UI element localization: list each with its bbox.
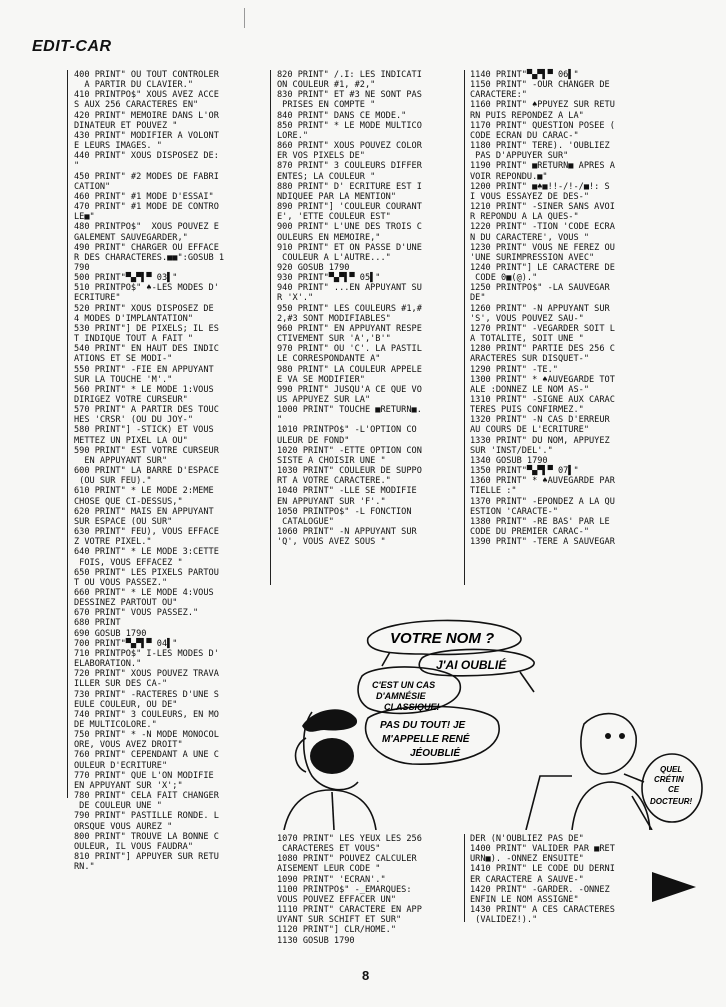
code-line: 'S', VOUS POUVEZ SAU-" <box>470 313 584 324</box>
code-line: 1010 PRINTPO$" -L'OPTION CO <box>277 425 417 436</box>
code-line: " <box>74 161 80 172</box>
code-line: RN." <box>74 862 95 873</box>
code-line: 950 PRINT" LES COULEURS #1,# <box>277 303 422 314</box>
bubble-quel-cretin-2: CRÉTIN <box>654 775 684 784</box>
code-line: 840 PRINT" DANS CE MODE." <box>277 110 407 121</box>
code-line: ECRITURE" <box>74 293 121 304</box>
code-line: 740 PRINT" 3 COULEURS, EN MO <box>74 709 219 720</box>
code-line: 1190 PRINT" ■RETURN■ APRES A <box>470 161 615 172</box>
code-line: 'Q', VOUS AVEZ SOUS " <box>277 537 386 548</box>
code-line: CTIVEMENT SUR 'A','B'" <box>277 334 391 345</box>
code-line: ON COULEUR #1, #2," <box>277 80 376 91</box>
code-line: CODE 0■(@)." <box>470 273 538 284</box>
code-line: COULEUR A L'AUTRE..." <box>277 252 391 263</box>
code-line: FOIS, VOUS EFFACEZ " <box>74 557 183 568</box>
code-line: 410 PRINTPO$" XOUS AVEZ ACCE <box>74 90 219 101</box>
code-line: 880 PRINT" D' ECRITURE EST I <box>277 181 422 192</box>
code-line: ORE, VOUS AVEZ DROIT" <box>74 740 183 751</box>
code-line: 620 PRINT" MAIS EN APPUYANT <box>74 506 214 517</box>
code-line: 1400 PRINT" VALIDER PAR ■RET <box>470 844 615 855</box>
code-line: 920 GOSUB 1790 <box>277 262 350 273</box>
cartoon-illustration <box>272 606 712 830</box>
code-line: 860 PRINT" XOUS POUVEZ COLOR <box>277 141 422 152</box>
code-line: 1340 GOSUB 1790 <box>470 455 548 466</box>
code-line: 500 PRINT"▀▄▀▌▀ 03▌" <box>74 273 178 284</box>
code-line: DE COULEUR UNE " <box>74 801 162 812</box>
next-page-arrow-icon <box>652 872 696 902</box>
code-line: 720 PRINT" XOUS POUVEZ TRAVA <box>74 669 219 680</box>
code-line: 470 PRINT" #1 MODE DE CONTRO <box>74 202 219 213</box>
code-line: R DES CHARACTERES.■■":GOSUB 1 <box>74 252 225 263</box>
code-line: 1380 PRINT" -RE BAS' PAR LE <box>470 516 610 527</box>
code-line: Z VOTRE PIXEL." <box>74 537 152 548</box>
code-line: 1300 PRINT" * ♠AUVEGARDE TOT <box>470 374 615 385</box>
code-line: 1090 PRINT" 'ECRAN'." <box>277 874 386 885</box>
code-line: S AUX 256 CARACTERES EN" <box>74 100 199 111</box>
code-line: 590 PRINT" EST VOTRE CURSEUR <box>74 445 219 456</box>
code-line: (VALIDEZ!)." <box>470 915 538 926</box>
code-line: ESTION 'CARACTE-" <box>470 506 558 517</box>
code-line: 450 PRINT" #2 MODES DE FABRI <box>74 171 219 182</box>
code-line: 1160 PRINT" ♠PPUYEZ SUR RETU <box>470 100 615 111</box>
code-line: CODE ECRAN DU CARAC-" <box>470 130 579 141</box>
code-line: 710 PRINTPO$" I-LES MODES D' <box>74 648 219 659</box>
code-line: 4 MODES D'IMPLANTATION" <box>74 313 193 324</box>
code-line: 1060 PRINT" -N APPUYANT SUR <box>277 527 417 538</box>
listing-column-5 <box>470 834 615 925</box>
code-line: 770 PRINT" QUE L'ON MODIFIE <box>74 770 214 781</box>
code-line: DINATEUR ET POUVEZ " <box>74 120 178 131</box>
code-line: 1120 PRINT"] CLR/HOME." <box>277 925 396 936</box>
code-line: 1320 PRINT" -N CAS D'ERREUR <box>470 415 610 426</box>
code-line: I VOUS ESSAYEZ DE DES-" <box>470 191 589 202</box>
code-line: 970 PRINT" OU 'C'. LA PASTIL <box>277 344 422 355</box>
code-line: 640 PRINT" * LE MODE 3:CETTE <box>74 547 219 558</box>
code-line: 1370 PRINT" -EPONDEZ A LA QU <box>470 496 615 507</box>
code-line: 730 PRINT" -RACTERES D'UNE S <box>74 689 219 700</box>
code-line: URN■). -ONNEZ ENSUITE" <box>470 854 584 865</box>
code-line: A TOTALITE, SOIT UNE " <box>470 334 584 345</box>
code-line: 800 PRINT" TROUVE LA BONNE C <box>74 831 219 842</box>
code-line: 630 PRINT" FEU), VOUS EFFACE <box>74 527 219 538</box>
bubble-jai-oublie: J'AI OUBLIÉ <box>436 658 507 672</box>
code-line: 1390 PRINT" -TERE A SAUVEGAR <box>470 537 615 548</box>
bubble-cas-amnesie-2: D'AMNÉSIE <box>376 691 426 701</box>
code-line: 2,#3 SONT MODIFIABLES" <box>277 313 391 324</box>
code-line: EN APPUYANT SUR 'X';" <box>74 780 183 791</box>
code-line: PAS D'APPUYER SUR" <box>470 151 569 162</box>
column-divider-lower <box>464 834 465 922</box>
code-line: LE CORRESPONDANTE A" <box>277 354 381 365</box>
code-line: ER VOS PIXELS DE" <box>277 151 365 162</box>
code-line: OULEURS EN MEMOIRE," <box>277 232 381 243</box>
column-divider-left <box>67 70 68 798</box>
bubble-votre-nom: VOTRE NOM ? <box>390 630 495 647</box>
code-line: 1040 PRINT" -LLE SE MODIFIE <box>277 486 417 497</box>
code-line: EN APPUYANT SUR 'F'." <box>277 496 386 507</box>
listing-column-3 <box>470 70 615 547</box>
code-line: 890 PRINT"] 'COULEUR COURANT <box>277 202 422 213</box>
code-line: ENTES; LA COULEUR " <box>277 171 376 182</box>
code-line: ELABORATION." <box>74 659 142 670</box>
code-line: NDIQUEE PAR LA MENTION" <box>277 191 396 202</box>
header-title: EDIT-CAR <box>32 38 112 55</box>
code-line: 510 PRINTPO$" ♠-LES MODES D' <box>74 283 219 294</box>
code-line: EN APPUYANT SUR" <box>74 455 168 466</box>
code-line: 1000 PRINT" TOUCHE ■RETURN■. <box>277 405 422 416</box>
code-line: PRISES EN COMPTE " <box>277 100 376 111</box>
bubble-quel-cretin-4: DOCTEUR! <box>650 797 693 806</box>
code-line: 560 PRINT" * LE MODE 1:VOUS <box>74 384 214 395</box>
code-line: OULEUR, IL VOUS FAUDRA" <box>74 841 193 852</box>
code-line: 1330 PRINT" DU NOM, APPUYEZ <box>470 435 610 446</box>
code-line: N DU CARACTERE', VOUS " <box>470 232 589 243</box>
code-line: 670 PRINT" VOUS PASSEZ." <box>74 608 199 619</box>
code-line: OULEUR D'ECRITURE" <box>74 760 168 771</box>
code-line: CATION" <box>74 181 111 192</box>
code-line: 'UNE SURIMPRESSION AVEC" <box>470 252 595 263</box>
code-line: 650 PRINT" LES PIXELS PARTOU <box>74 567 219 578</box>
code-line: 1110 PRINT" CARACTERE EN APP <box>277 905 422 916</box>
code-line: EULE COULEUR, OU DE" <box>74 699 178 710</box>
code-line: 1100 PRINTPO$" -_EMARQUES: <box>277 884 412 895</box>
code-line: 910 PRINT" ET ON PASSE D'UNE <box>277 242 422 253</box>
code-line: ULEUR DE FOND" <box>277 435 350 446</box>
code-line: 690 GOSUB 1790 <box>74 628 147 639</box>
code-line: DE MULTICOLORE." <box>74 720 157 730</box>
code-line: SUR LA TOUCHE 'M'." <box>74 374 173 385</box>
page-header <box>32 38 112 56</box>
code-line: VOIR REPONDU.■" <box>470 171 548 182</box>
code-line: 460 PRINT" #1 MODE D'ESSAI" <box>74 191 214 202</box>
bubble-cas-amnesie-3: CLASSIQUE! <box>384 702 440 712</box>
code-line: T OU VOUS PASSEZ." <box>74 577 168 588</box>
code-line: 700 PRINT"▀▄▀▌▀ 04▌" <box>74 638 178 649</box>
code-line: 1430 PRINT" A CES CARACTERES <box>470 905 615 916</box>
code-line: 610 PRINT" * LE MODE 2:MEME <box>74 486 214 497</box>
code-line: 570 PRINT" A PARTIR DES TOUC <box>74 405 219 416</box>
code-line: 520 PRINT" XOUS DISPOSEZ DE <box>74 303 214 314</box>
code-line: HES 'CRSR' (OU DU JOY-" <box>74 415 193 426</box>
code-line: ENFIN LE NOM ASSIGNE" <box>470 894 579 905</box>
code-line: E LEURS IMAGES. " <box>74 141 162 152</box>
bubble-pas-du-tout-1: PAS DU TOUT! JE <box>380 720 466 731</box>
code-line: 1270 PRINT" -VEGARDER SOIT L <box>470 323 615 334</box>
listing-column-1 <box>74 70 224 872</box>
column-divider-middle <box>270 70 271 585</box>
code-line: 990 PRINT" JUSQU'A CE QUE VO <box>277 384 422 395</box>
code-line: 1220 PRINT" -TION 'CODE ECRA <box>470 222 615 233</box>
code-line: 1050 PRINTPO$" -L FONCTION <box>277 506 412 517</box>
code-line: 1150 PRINT" -OUR CHANGER DE <box>470 80 610 91</box>
code-line: 1140 PRINT"▀▄▀▌▀ 06▌" <box>470 70 579 80</box>
code-line: 870 PRINT" 3 COULEURS DIFFER <box>277 161 422 172</box>
code-line: GALEMENT SAUVEGARDER," <box>74 232 188 243</box>
code-line: 790 <box>74 262 90 273</box>
code-line: DESSINEZ PARTOUT OU" <box>74 598 178 609</box>
code-line: CATALOGUE" <box>277 516 334 527</box>
code-line: TERES PUIS CONFIRMEZ." <box>470 405 584 416</box>
listing-column-2 <box>277 70 422 547</box>
code-line: 1210 PRINT" -SINER SANS AVOI <box>470 202 615 213</box>
code-line: A PARTIR DU CLAVIER." <box>74 80 193 91</box>
column-divider-right <box>464 70 465 585</box>
code-line: 1180 PRINT" TERE). 'OUBLIEZ <box>470 141 610 152</box>
code-line: 550 PRINT" -FIE EN APPUYANT <box>74 364 214 375</box>
code-line: RT A VOTRE CARACTERE." <box>277 476 391 487</box>
code-line: ALE :DONNEZ LE NOM AS-" <box>470 384 589 395</box>
code-line: 930 PRINT"▀▄▀▌▀ 05▌" <box>277 273 381 284</box>
code-line: 810 PRINT"] APPUYER SUR RETU <box>74 852 219 863</box>
code-line: 1360 PRINT" * ♠AUVEGARDE PAR <box>470 476 615 487</box>
code-line: 850 PRINT" * LE MODE MULTICO <box>277 120 422 131</box>
page-number: 8 <box>362 968 370 983</box>
code-line: 1200 PRINT" ■♠■!!-/!-/■!: S <box>470 181 610 192</box>
code-line: 940 PRINT" ...EN APPUYANT SU <box>277 283 422 294</box>
code-line: 490 PRINT" CHARGER OU EFFACE <box>74 242 219 253</box>
code-line: AU COURS DE L'ECRITURE" <box>470 425 589 436</box>
code-line: DE" <box>470 293 486 304</box>
bubble-cas-amnesie-1: C'EST UN CAS <box>372 680 436 690</box>
code-line: 900 PRINT" L'UNE DES TROIS C <box>277 222 422 233</box>
code-line: SUR ESPACE (OU SUR" <box>74 516 173 527</box>
code-line: METTEZ UN PIXEL LA OU" <box>74 435 188 446</box>
code-line: 1250 PRINTPO$" -LA SAUVEGAR <box>470 283 610 294</box>
code-line: ER CARACTERE A SAUVE-" <box>470 874 584 885</box>
code-line: 1260 PRINT" -N APPUYANT SUR <box>470 303 610 314</box>
code-line: 1230 PRINT" VOUS NE FEREZ OU <box>470 242 615 253</box>
code-line: (OU SUR FEU)." <box>74 476 152 487</box>
code-line: 1410 PRINT" LE CODE DU DERNI <box>470 864 615 875</box>
code-line: TIELLE :" <box>470 486 517 497</box>
code-line: 600 PRINT" LA BARRE D'ESPACE <box>74 466 219 477</box>
code-line: 960 PRINT" EN APPUYANT RESPE <box>277 323 422 334</box>
code-line: 400 PRINT" OU TOUT CONTROLER <box>74 70 219 80</box>
code-line: R REPONDU A LA QUES-" <box>470 212 579 223</box>
code-line: " <box>277 415 283 426</box>
code-line: 790 PRINT" PASTILLE RONDE. L <box>74 811 219 822</box>
code-line: AISEMENT LEUR CODE " <box>277 864 381 875</box>
bubble-pas-du-tout-3: JÉOUBLIÉ <box>410 748 461 759</box>
code-line: 1080 PRINT" POUVEZ CALCULER <box>277 854 417 865</box>
code-line: US APPUYEZ SUR LA" <box>277 395 371 405</box>
code-line: 1070 PRINT" LES YEUX LES 256 <box>277 834 422 844</box>
code-line: CODE DU PREMIER CARAC-" <box>470 527 589 538</box>
code-line: VOUS POUVEZ EFFACER UN" <box>277 894 396 905</box>
code-line: 780 PRINT" CELA FAIT CHANGER <box>74 791 219 802</box>
code-line: DER (N'OUBLIEZ PAS DE" <box>470 834 584 844</box>
code-line: SISTE A CHOISIR UNE " <box>277 455 386 466</box>
code-line: 660 PRINT" * LE MODE 4:VOUS <box>74 587 214 598</box>
code-line: 480 PRINTPO$" XOUS POUVEZ E <box>74 222 219 233</box>
code-line: 1020 PRINT" -ETTE OPTION CON <box>277 445 422 456</box>
code-line: CARACTERE:" <box>470 90 527 101</box>
code-line: 1420 PRINT" -GARDER. -ONNEZ <box>470 884 610 895</box>
top-tick-mark <box>244 8 245 28</box>
code-line: UYANT SUR SCHIFT ET SUR" <box>277 915 402 926</box>
code-line: CHOSE QUE CI-DESSUS," <box>74 496 183 507</box>
code-line: 430 PRINT" MODIFIER A VOLONT <box>74 130 219 141</box>
code-line: 530 PRINT"] DE PIXELS; IL ES <box>74 323 219 334</box>
code-line: SUR 'INST/DEL'." <box>470 445 553 456</box>
code-line: 1350 PRINT"▀▄▀▌▀ 07▌" <box>470 466 579 477</box>
code-line: 680 PRINT <box>74 618 121 629</box>
bubble-quel-cretin-3: CE <box>668 785 680 794</box>
code-line: 750 PRINT" * -N MODE MONOCOL <box>74 730 219 741</box>
code-line: R 'X'." <box>277 293 314 304</box>
code-line: 440 PRINT" XOUS DISPOSEZ DE: <box>74 151 219 162</box>
code-line: 580 PRINT"] -STICK) ET VOUS <box>74 425 214 436</box>
bubble-quel-cretin-1: QUEL <box>660 765 683 774</box>
code-line: T INDIQUE TOUT A FAIT " <box>74 334 193 345</box>
code-line: 1170 PRINT" QUESTION POSEE ( <box>470 120 615 131</box>
code-line: ILLER SUR DES CA-" <box>74 679 168 690</box>
code-line: 820 PRINT" /.I: LES INDICATI <box>277 70 422 80</box>
code-line: 1280 PRINT" PARTIE DES 256 C <box>470 344 615 355</box>
code-line: E VA SE MODIFIER" <box>277 374 365 385</box>
code-line: 760 PRINT" CEPENDANT A UNE C <box>74 750 219 761</box>
code-line: 1240 PRINT"] LE CARACTERE DE <box>470 262 615 273</box>
code-line: LE■" <box>74 212 95 223</box>
listing-column-4 <box>277 834 422 946</box>
code-line: E', 'ETTE COULEUR EST" <box>277 212 391 223</box>
code-line: 1290 PRINT" -TE." <box>470 364 558 375</box>
code-line: 1310 PRINT" -SIGNE AUX CARAC <box>470 395 615 405</box>
code-line: 540 PRINT" EN HAUT DES INDIC <box>74 344 219 355</box>
code-line: ARACTERES SUR DISQUET-" <box>470 354 589 365</box>
code-line: 1130 GOSUB 1790 <box>277 935 355 946</box>
code-line: ORSQUE VOUS AUREZ " <box>74 821 173 832</box>
code-line: 980 PRINT" LA COULEUR APPELE <box>277 364 422 375</box>
code-line: ATIONS ET SE MODI-" <box>74 354 173 365</box>
code-line: CARACTERES ET VOUS" <box>277 844 381 855</box>
code-line: LORE." <box>277 130 309 141</box>
code-line: RN PUIS REPONDEZ A LA" <box>470 110 584 121</box>
code-line: 1030 PRINT" COULEUR DE SUPPO <box>277 466 422 477</box>
code-line: DIRIGEZ VOTRE CURSEUR" <box>74 395 188 405</box>
code-line: 830 PRINT" ET #3 NE SONT PAS <box>277 90 422 101</box>
code-line: 420 PRINT" MEMOIRE DANS L'OR <box>74 110 219 121</box>
bubble-pas-du-tout-2: M'APPELLE RENÉ <box>382 734 470 745</box>
